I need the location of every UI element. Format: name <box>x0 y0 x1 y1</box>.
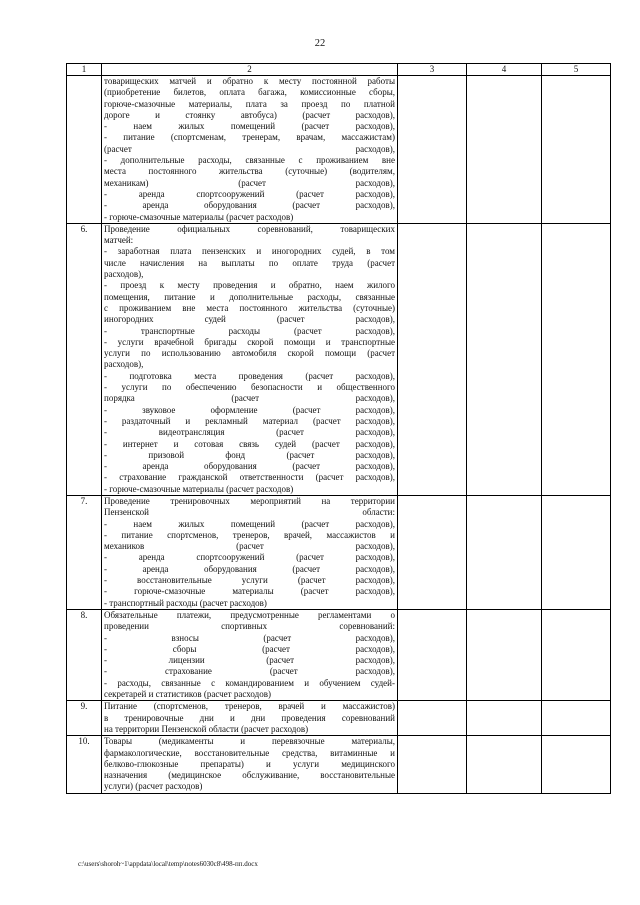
empty-cell-col-4 <box>467 701 542 736</box>
description-line: механиков (расчет расходов), <box>104 541 395 552</box>
description-line: - горюче-смазочные материалы (расчет расходов) <box>104 211 294 222</box>
description-line: помещения, питание и дополнительные расходы, связанные <box>104 291 395 302</box>
description-line: - услуги врачебной бригады скорой помощи и транспортные <box>104 336 395 347</box>
description-line: Проведение официальных соревнований, товарищеских <box>104 223 395 234</box>
description-line: - наем жилых помещений (расчет расходов), <box>104 518 395 529</box>
empty-cell-col-5 <box>542 736 611 793</box>
table-row <box>67 736 611 793</box>
description-line: проведении спортивных соревнований: <box>104 621 395 632</box>
empty-cell-col-5 <box>542 223 611 495</box>
description-line: - видеотрансляция (расчет расходов), <box>104 427 395 438</box>
description-line: - услуги по обеспечению безопасности и общественного <box>104 382 395 393</box>
empty-cell-col-5 <box>542 701 611 736</box>
description-line: фармакологические, восстановительные средства, витаминные и <box>104 747 395 758</box>
description-line: секретарей и статистиков (расчет расходов) <box>104 689 271 700</box>
description-line: - дополнительные расходы, связанные с проживанием вне <box>104 155 395 166</box>
description-line: товарищеских матчей и обратно к месту постоянной работы <box>104 76 395 86</box>
description-line: - горюче-смазочные материалы (расчет расходов), <box>104 586 395 597</box>
description-line: числе начисления на выплаты по оплате труда (расчет <box>104 257 395 268</box>
description-line: назначения (медицинское обслуживание, восстановительные <box>104 770 395 781</box>
description-line: Пензенской области: <box>104 507 395 518</box>
description-line: - заработная плата пензенских и иногородних судей, в том <box>104 246 395 257</box>
row-number: 9. <box>67 701 102 736</box>
description-line: (расчет расходов), <box>104 143 395 154</box>
empty-cell-col-3 <box>398 701 467 736</box>
description-line: белково-глюкозные препараты) и услуги медицинского <box>104 758 395 769</box>
empty-cell-col-4 <box>467 223 542 495</box>
description-line: дороге и стоянку автобуса) (расчет расходов), <box>104 109 395 120</box>
description-line: в тренировочные дни и дни проведения соревнований <box>104 712 395 723</box>
table-row <box>67 76 611 224</box>
description-line: (приобретение билетов, оплата багажа, комиссионные сборы, <box>104 87 395 98</box>
description-line: - аренда оборудования (расчет расходов), <box>104 461 395 472</box>
description-line: матчей: <box>104 235 134 246</box>
description-line: расходов), <box>104 269 144 280</box>
description-line: с проживанием вне места постоянного жительства (суточные) <box>104 302 395 313</box>
description-line: - лицензии (расчет расходов), <box>104 655 395 666</box>
description-line: - интернет и сотовая связь судей (расчет расходов), <box>104 438 395 449</box>
description-line: порядка (расчет расходов), <box>104 393 395 404</box>
row-number: 8. <box>67 609 102 700</box>
empty-cell-col-5 <box>542 609 611 700</box>
empty-cell-col-4 <box>467 736 542 793</box>
empty-cell-col-3 <box>398 736 467 793</box>
row-number: 6. <box>67 223 102 495</box>
description-line: - аренда спортсооружений (расчет расходов), <box>104 188 395 199</box>
description-line: - питание (спортсменам, тренерам, врачам, массажистам) <box>104 132 395 143</box>
description-line: - транспортные расходы (расчет расходов), <box>104 325 395 336</box>
description-line: - подготовка места проведения (расчет расходов), <box>104 370 395 381</box>
empty-cell-col-4 <box>467 495 542 609</box>
table-row <box>67 701 611 736</box>
row-description <box>102 76 398 224</box>
description-line: - транспортный расходы (расчет расходов) <box>104 597 267 608</box>
description-line: иногородних судей (расчет расходов), <box>104 314 395 325</box>
table-header-row <box>67 64 611 76</box>
row-description <box>102 609 398 700</box>
header-cell-5: 5 <box>542 64 611 76</box>
footer-file-path: c:\users\shoroh~1\appdata\local\temp\notes6030c8\498-пп.docx <box>78 860 258 868</box>
description-line: Проведение тренировочных мероприятий на территории <box>104 495 395 506</box>
header-cell-3: 3 <box>398 64 467 76</box>
description-line: - сборы (расчет расходов), <box>104 643 395 654</box>
expense-table <box>66 63 611 794</box>
empty-cell-col-5 <box>542 495 611 609</box>
empty-cell-col-4 <box>467 76 542 224</box>
row-number: 10. <box>67 736 102 793</box>
empty-cell-col-5 <box>542 76 611 224</box>
row-description <box>102 736 398 793</box>
description-line: - страхование гражданской ответственности (расчет расходов), <box>104 472 395 483</box>
description-line: - страхование (расчет расходов), <box>104 666 395 677</box>
description-line: - звуковое оформление (расчет расходов), <box>104 404 395 415</box>
description-line: услуги) (расчет расходов) <box>104 781 203 792</box>
table-row <box>67 495 611 609</box>
description-line: Товары (медикаменты и перевязочные материалы, <box>104 736 395 747</box>
header-cell-4: 4 <box>467 64 542 76</box>
description-line: - горюче-смазочные материалы (расчет расходов) <box>104 483 294 494</box>
row-description <box>102 701 398 736</box>
row-number: 7. <box>67 495 102 609</box>
empty-cell-col-3 <box>398 495 467 609</box>
description-line: - расходы, связанные с командированием и обучением судей- <box>104 677 395 688</box>
description-line: - проезд к месту проведения и обратно, наем жилого <box>104 280 395 291</box>
page-number: 22 <box>314 38 326 49</box>
row-number <box>67 76 102 224</box>
description-line: - призовой фонд (расчет расходов), <box>104 449 395 460</box>
description-line: - аренда спортсооружений (расчет расходов), <box>104 552 395 563</box>
description-line: - взносы (расчет расходов), <box>104 632 395 643</box>
table-row <box>67 609 611 700</box>
table-row <box>67 223 611 495</box>
header-cell-1: 1 <box>67 64 102 76</box>
description-line: Питание (спортсменов, тренеров, врачей и массажистов) <box>104 701 395 712</box>
description-line: - раздаточный и рекламный материал (расчет расходов), <box>104 415 395 426</box>
empty-cell-col-3 <box>398 223 467 495</box>
table-body <box>67 64 611 794</box>
description-line: - аренда оборудования (расчет расходов), <box>104 563 395 574</box>
description-line: - питание спортсменов, тренеров, врачей, массажистов и <box>104 529 395 540</box>
description-line: места постоянного жительства (суточные) (водителям, <box>104 166 395 177</box>
header-cell-2: 2 <box>102 64 398 76</box>
description-line: - восстановительные услуги (расчет расходов), <box>104 575 395 586</box>
description-line: услуги по использованию автомобиля скорой помощи (расчет <box>104 348 395 359</box>
description-line: горюче-смазочные материалы, плата за проезд по платной <box>104 98 395 109</box>
row-description <box>102 223 398 495</box>
empty-cell-col-3 <box>398 609 467 700</box>
description-line: - наем жилых помещений (расчет расходов), <box>104 121 395 132</box>
row-description <box>102 495 398 609</box>
description-line: на территории Пензенской области (расчет расходов) <box>104 723 309 734</box>
description-line: Обязательные платежи, предусмотренные регламентами о <box>104 609 395 620</box>
description-line: расходов), <box>104 359 144 370</box>
description-line: механикам) (расчет расходов), <box>104 177 395 188</box>
empty-cell-col-3 <box>398 76 467 224</box>
empty-cell-col-4 <box>467 609 542 700</box>
description-line: - аренда оборудования (расчет расходов), <box>104 200 395 211</box>
